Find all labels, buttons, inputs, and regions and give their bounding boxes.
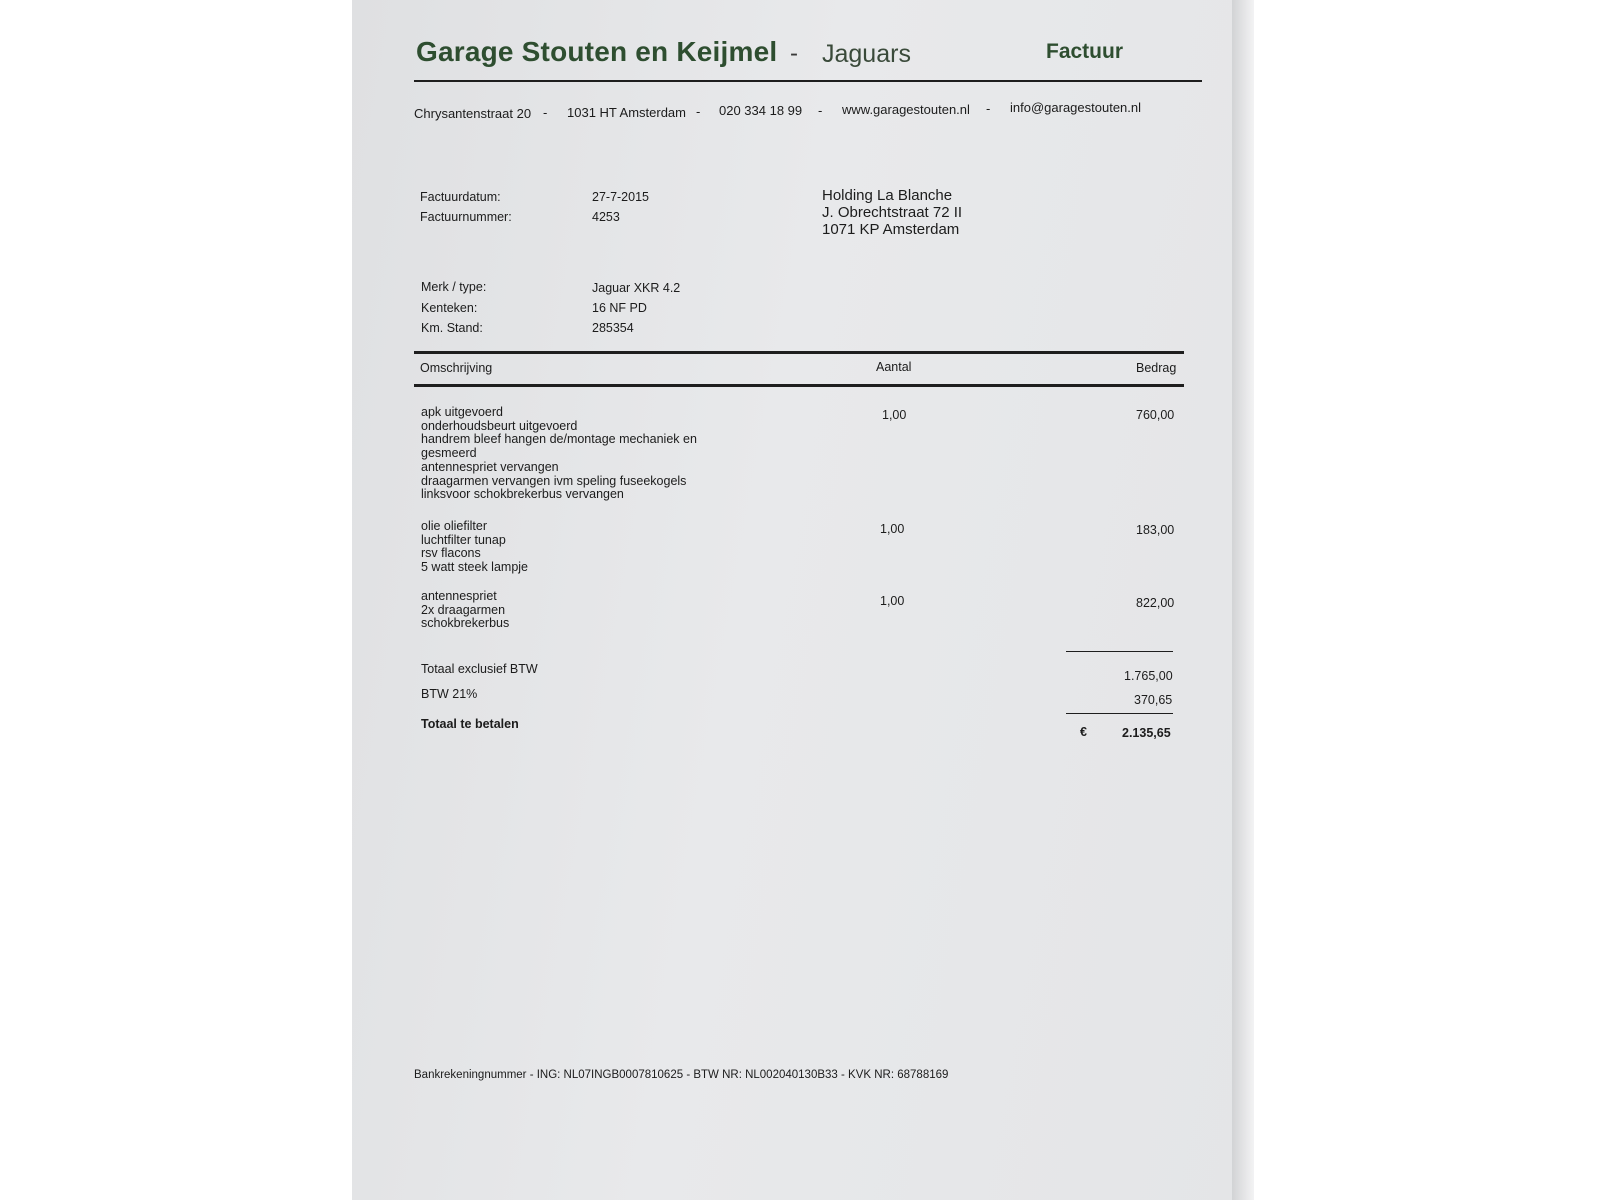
description-line: apk uitgevoerd [421,405,504,419]
line-item-quantity: 1,00 [882,408,907,422]
description-line: onderhoudsbeurt uitgevoerd [421,418,578,433]
customer-city: 1071 KP Amsterdam [822,221,960,238]
total-due-label: Totaal te betalen [421,717,519,731]
description-line: antennespriet vervangen [421,459,559,474]
line-item-quantity: 1,00 [880,522,905,536]
description-line: olie oliefilter [421,519,488,533]
customer-name: Holding La Blanche [822,187,953,204]
vat-value: 370,65 [1134,693,1173,707]
description-line: schokbrekerbus [421,616,510,631]
line-item-amount: 760,00 [1136,408,1175,422]
vat-label: BTW 21% [421,687,478,701]
column-header-quantity: Aantal [876,360,912,374]
description-line: 2x draagarmen [421,602,506,617]
contact-phone: 020 334 18 99 [719,103,803,118]
description-line: 5 watt steek lampje [421,560,528,575]
contact-street: Chrysantenstraat 20 [414,106,532,121]
description-line: linksvoor schokbrekerbus vervangen [421,487,624,502]
line-item-amount: 183,00 [1136,523,1175,537]
currency-symbol: € [1080,725,1087,739]
total-rule [1066,713,1173,714]
line-item-description [421,406,721,502]
description-line: antennespriet [421,589,497,603]
title-separator: - [790,40,798,67]
description-line: handrem bleef hangen de/montage mechaniek en gesmeerd [421,432,697,461]
invoice-number-label: Factuurnummer: [420,210,512,224]
contact-separator: - [986,101,991,116]
vehicle-plate-label: Kenteken: [421,301,478,315]
footer-bank-details: Bankrekeningnummer - ING: NL07INGB0007810625 - BTW NR: NL002040130B33 - KVK NR: 68788169 [414,1069,949,1081]
description-line: luchtfilter tunap [421,532,506,547]
contact-separator: - [543,105,548,120]
company-subtitle: Jaguars [822,40,911,68]
document-type: Factuur [1046,40,1124,63]
invoice-date-label: Factuurdatum: [420,190,501,204]
contact-website: www.garagestouten.nl [842,102,970,117]
vehicle-km-label: Km. Stand: [421,321,483,335]
invoice-date-value: 27-7-2015 [592,190,649,204]
contact-email: info@garagestouten.nl [1010,100,1142,115]
total-due-value: 2.135,65 [1122,726,1171,740]
company-name: Garage Stouten en Keijmel [416,36,778,67]
invoice-number-value: 4253 [592,210,620,224]
description-line: draagarmen vervangen ivm speling fuseekogels [421,473,687,488]
vehicle-type-value: Jaguar XKR 4.2 [592,281,681,295]
total-excl-value: 1.765,00 [1124,669,1173,683]
line-item-description [421,520,721,575]
subtotal-rule [1066,651,1173,652]
contact-separator: - [696,104,701,119]
line-item-description [421,590,721,631]
column-header-amount: Bedrag [1136,361,1177,375]
column-header-description: Omschrijving [420,361,493,375]
description-line: rsv flacons [421,546,481,561]
header-rule [414,80,1202,82]
vehicle-km-value: 285354 [592,321,634,335]
vehicle-plate-value: 16 NF PD [592,301,647,315]
contact-city: 1031 HT Amsterdam [567,105,686,120]
paper-edge [1232,0,1254,1200]
total-excl-label: Totaal exclusief BTW [421,662,538,676]
customer-street: J. Obrechtstraat 72 II [822,204,963,221]
line-item-quantity: 1,00 [880,594,905,608]
table-header-rule [414,384,1184,387]
contact-separator: - [818,103,823,118]
line-item-amount: 822,00 [1136,596,1175,610]
table-top-rule [414,351,1184,354]
vehicle-type-label: Merk / type: [421,280,487,294]
